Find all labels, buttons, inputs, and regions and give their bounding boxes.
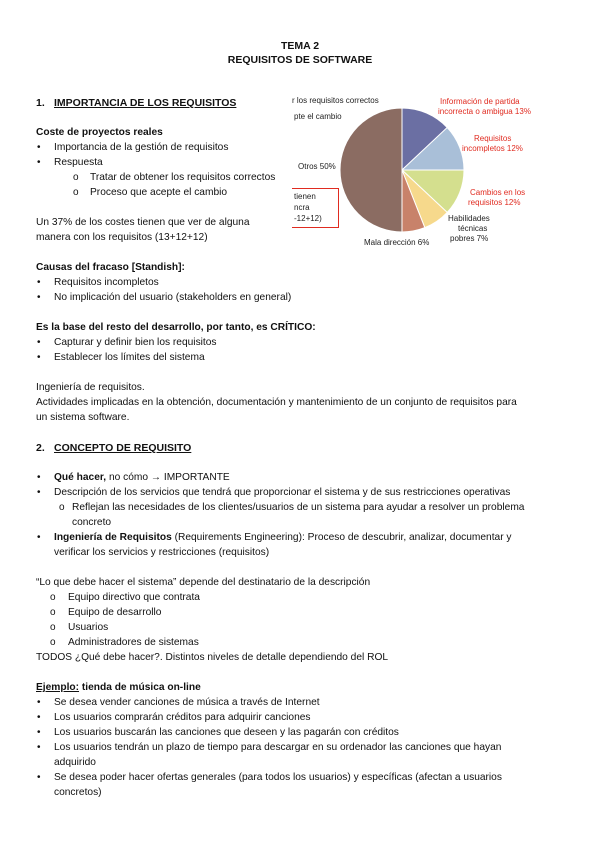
ejemplo-label: Ejemplo: (36, 682, 80, 693)
pie-label-requisitos: Requisitos (474, 134, 512, 143)
ejemplo-item-cont: concretos) (54, 787, 102, 798)
section2-number: 2. (36, 442, 45, 454)
descripcion-sub: concreto (72, 517, 112, 528)
ejemplo-item-cont: adquirido (54, 757, 96, 768)
sub-bullet: o (73, 172, 79, 183)
base-item: Capturar y definir bien los requisitos (54, 337, 217, 348)
ejemplo-item: Los usuarios buscarán las canciones que deseen y las pagarán con créditos (54, 727, 399, 738)
pie-label-top-left: pte el cambio (294, 112, 342, 121)
bullet-dot: • (37, 532, 41, 543)
destinatario-item: Administradores de sistemas (68, 637, 199, 648)
ing-requisitos-line (54, 532, 512, 543)
section1-title: IMPORTANCIA DE LOS REQUISITOS (54, 97, 237, 109)
pie-label-info: incorrecta o ambigua 13% (438, 107, 531, 116)
respuesta-sub-item: Proceso que acepte el cambio (90, 187, 228, 198)
pie-label-requisitos: incompletos 12% (462, 144, 523, 153)
causas-item: Requisitos incompletos (54, 277, 159, 288)
ing-requisitos-rest: (Requirements Engineering): Proceso de descubrir, analizar, documentar y (171, 532, 512, 543)
cost-pie-chart (292, 92, 532, 252)
pie-label-mala: Mala dirección 6% (364, 238, 430, 247)
base-title: Es la base del resto del desarrollo, por tanto, es CRÍTICO: (36, 322, 316, 333)
bullet-dot: • (37, 157, 41, 168)
section2-heading (36, 442, 191, 454)
coste-title: Coste de proyectos reales (36, 127, 163, 138)
descripcion-sub: Reflejan las necesidades de los clientes/usuarios de un sistema para ayudar a resolver un problema (72, 502, 525, 513)
descripcion-line: Descripción de los servicios que tendrá que proporcionar el sistema y de sus restricciones operativas (54, 487, 511, 498)
causas-item: No implicación del usuario (stakeholders en general) (54, 292, 292, 303)
pie-box-text: ncra (294, 203, 310, 212)
ingenieria-line: Ingeniería de requisitos. (36, 382, 145, 393)
bullet-dot: • (37, 742, 41, 753)
ing-requisitos-bold: Ingeniería de Requisitos (54, 532, 172, 543)
ejemplo-title (36, 682, 201, 693)
ejemplo-item: Los usuarios tendrán un plazo de tiempo para descargar en su ordenador las canciones que hayan (54, 742, 502, 753)
pie-label-top-left: r los requisitos correctos (292, 96, 379, 105)
bullet-dot: • (37, 697, 41, 708)
coste-item: Respuesta (54, 157, 103, 168)
sub-bullet: o (59, 502, 65, 513)
doc-title-line1: TEMA 2 (280, 40, 320, 52)
ejemplo-item: Los usuarios comprarán créditos para adquirir canciones (54, 712, 311, 723)
causas-title: Causas del fracaso [Standish]: (36, 262, 185, 273)
bullet-dot: • (37, 712, 41, 723)
ing-requisitos-line2: verificar los servicios y restricciones (requisitos) (54, 547, 270, 558)
bullet-dot: • (37, 727, 41, 738)
sub-bullet: o (50, 592, 56, 603)
sub-bullet: o (50, 607, 56, 618)
section1-number: 1. (36, 97, 45, 109)
que-hacer-line (54, 472, 230, 483)
pie-label-info: Información de partida (440, 97, 520, 106)
bullet-dot: • (37, 277, 41, 288)
ejemplo-item: Se desea vender canciones de música a través de Internet (54, 697, 320, 708)
coste-item: Importancia de la gestión de requisitos (54, 142, 229, 153)
bullet-dot: • (37, 472, 41, 483)
bullet-dot: • (37, 337, 41, 348)
section2-title: CONCEPTO DE REQUISITO (54, 442, 192, 454)
sub-bullet: o (50, 637, 56, 648)
bullet-dot: • (37, 352, 41, 363)
pie-slice-5 (340, 108, 402, 232)
que-hacer-bold: Qué hacer, (54, 472, 107, 483)
pie-box-text: tienen (294, 192, 316, 201)
ejemplo-item: Se desea poder hacer ofertas generales (para todos los usuarios) y específicas (afectan a usuarios (54, 772, 502, 783)
base-item: Establecer los límites del sistema (54, 352, 205, 363)
sub-bullet: o (50, 622, 56, 633)
quote-line: “Lo que debe hacer el sistema” depende del destinatario de la descripción (36, 577, 371, 588)
pie-label-cambios: requisitos 12% (468, 198, 521, 207)
bullet-dot: • (37, 487, 41, 498)
destinatario-item: Usuarios (68, 622, 109, 633)
pie-label-otros: Otros 50% (298, 162, 336, 171)
ingenieria-line: Actividades implicadas en la obtención, documentación y mantenimiento de un conjunto de requisitos para (36, 397, 517, 408)
bullet-dot: • (37, 142, 41, 153)
destinatario-item: Equipo directivo que contrata (68, 592, 200, 603)
ingenieria-line: un sistema software. (36, 412, 130, 423)
pie-label-habilidades: técnicas (458, 224, 488, 233)
pie-box-text: -12+12) (294, 214, 322, 223)
todos-line: TODOS ¿Qué debe hacer?. Distintos niveles de detalle dependiendo del ROL (36, 652, 389, 663)
doc-title-line2: REQUISITOS DE SOFTWARE (227, 54, 373, 66)
bullet-dot: • (37, 292, 41, 303)
ejemplo-name: tienda de música on-line (79, 682, 201, 693)
destinatario-item: Equipo de desarrollo (68, 607, 162, 618)
pie-label-habilidades: Habilidades (448, 214, 490, 223)
pct-line: Un 37% de los costes tienen que ver de alguna (36, 217, 250, 228)
que-hacer-rest: no cómo → IMPORTANTE (106, 472, 230, 483)
bullet-dot: • (37, 772, 41, 783)
pct-line: manera con los requisitos (13+12+12) (36, 232, 208, 243)
respuesta-sub-item: Tratar de obtener los requisitos correctos (90, 172, 276, 183)
sub-bullet: o (73, 187, 79, 198)
pie-label-habilidades: pobres 7% (450, 234, 489, 243)
pie-label-cambios: Cambios en los (470, 188, 526, 197)
section1-heading (36, 97, 236, 109)
